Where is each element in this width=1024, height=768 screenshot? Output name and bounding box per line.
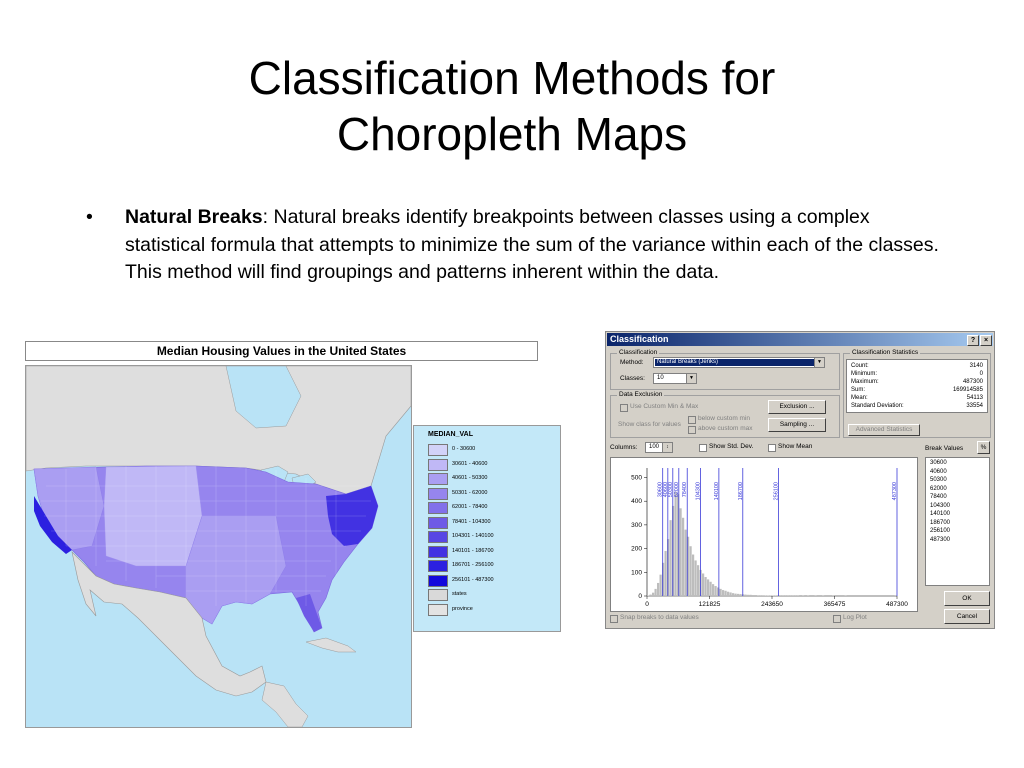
histogram-bar	[707, 579, 709, 596]
legend-label: 50301 - 62000	[452, 489, 488, 496]
sampling-button[interactable]: Sampling ...	[768, 418, 826, 432]
break-value-item[interactable]: 40600	[930, 468, 947, 475]
legend-swatch	[428, 546, 448, 558]
legend-swatch	[428, 589, 448, 601]
x-tick-label: 365475	[823, 601, 846, 608]
classes-label: Classes:	[620, 375, 645, 382]
x-tick-label: 121825	[698, 601, 721, 608]
legend-swatch	[428, 473, 448, 485]
legend-swatch	[428, 488, 448, 500]
histogram-bar	[730, 592, 732, 596]
break-value-item[interactable]: 62000	[930, 485, 947, 492]
histogram-bar	[685, 530, 687, 596]
y-tick-label: 500	[631, 474, 642, 482]
legend-label: 78401 - 104300	[452, 518, 491, 525]
statistic-name: Standard Deviation:	[851, 403, 904, 409]
classification-group-label: Classification	[619, 349, 658, 356]
histogram-bar	[750, 595, 752, 596]
x-tick-label: 0	[645, 601, 649, 608]
break-value-item[interactable]: 256100	[930, 528, 951, 534]
use-custom-checkbox[interactable]	[620, 404, 628, 412]
above-custom-max-label: above custom max	[698, 425, 753, 432]
statistic-row	[851, 362, 983, 370]
x-tick-label: 243650	[761, 601, 783, 608]
break-line-label: 78400	[682, 482, 689, 498]
break-value-item[interactable]: 186700	[930, 519, 951, 526]
y-tick-label: 200	[631, 545, 642, 553]
bullet-text-block	[125, 204, 946, 287]
break-line-label: 140100	[713, 482, 720, 501]
histogram-chart	[611, 458, 917, 611]
percent-button[interactable]: %	[977, 441, 990, 454]
histogram-bar	[755, 595, 757, 596]
statistic-name: Maximum:	[851, 379, 879, 385]
advanced-statistics-button[interactable]: Advanced Statistics	[848, 424, 920, 436]
show-mean-label: Show Mean	[778, 443, 813, 450]
statistic-value: 169914585	[952, 387, 983, 393]
chevron-down-icon[interactable]: ▼	[814, 358, 824, 367]
histogram-bar	[665, 551, 667, 596]
statistic-row	[851, 386, 983, 394]
legend-swatch	[428, 444, 448, 456]
statistic-name: Mean:	[851, 395, 868, 401]
legend-swatch	[428, 517, 448, 529]
break-value-item[interactable]: 104300	[930, 502, 951, 509]
statistics-group-label: Classification Statistics	[852, 349, 919, 356]
histogram-bar	[692, 555, 694, 596]
histogram-bar	[650, 595, 652, 596]
log-plot-checkbox[interactable]	[833, 615, 841, 623]
legend-label: 104301 - 140100	[452, 533, 494, 539]
bullet-term: Natural Breaks	[125, 206, 263, 228]
break-value-item[interactable]: 140100	[930, 511, 951, 517]
histogram-bar	[705, 577, 707, 596]
show-mean-checkbox[interactable]	[768, 444, 776, 452]
columns-value: 100	[649, 444, 660, 450]
bullet-item	[86, 204, 946, 287]
show-std-dev-label: Show Std. Dev.	[709, 443, 754, 450]
break-line-label: 40600	[662, 482, 669, 498]
columns-label: Columns:	[610, 444, 638, 451]
break-line-label: 487300	[892, 482, 898, 501]
histogram-bar	[725, 591, 727, 596]
legend-label: 186701 - 256100	[452, 562, 494, 568]
snap-breaks-checkbox[interactable]	[610, 615, 618, 623]
statistic-name: Sum:	[851, 387, 866, 393]
histogram-bar	[710, 582, 712, 596]
method-label: Method:	[620, 359, 644, 366]
ok-button[interactable]: OK	[944, 591, 990, 606]
legend-label: province	[452, 605, 473, 612]
statistic-value: 33554	[966, 403, 983, 409]
bullet-symbol: •	[86, 206, 93, 228]
histogram-bar	[680, 508, 682, 596]
y-tick-label: 400	[631, 498, 642, 506]
legend-swatch	[428, 459, 448, 471]
histogram-bar	[702, 573, 704, 596]
dialog-titlebar	[607, 333, 993, 346]
map-legend	[413, 425, 561, 632]
statistic-value: 0	[979, 371, 983, 377]
break-value-item[interactable]: 30600	[930, 460, 947, 466]
exclusion-button[interactable]: Exclusion ...	[768, 400, 826, 414]
histogram-bar	[762, 595, 764, 596]
map-frame	[25, 365, 412, 728]
histogram-bar	[735, 594, 737, 596]
map-title: Median Housing Values in the United States	[25, 341, 538, 361]
histogram-bar	[690, 546, 692, 596]
histogram-bar	[720, 589, 722, 596]
break-line-label: 50300	[667, 482, 674, 498]
histogram-bar	[655, 589, 657, 596]
histogram-bar	[660, 575, 662, 596]
legend-label: 140101 - 186700	[452, 547, 494, 554]
statistic-row	[851, 402, 983, 410]
statistic-row	[851, 378, 983, 386]
histogram-bar	[675, 492, 677, 596]
y-tick-label: 300	[631, 521, 642, 529]
statistic-value: 3140	[969, 363, 983, 369]
method-value: Natural Breaks (Jenks)	[655, 359, 814, 366]
legend-label: 40601 - 50300	[452, 475, 488, 481]
show-class-label: Show class for values	[618, 421, 681, 428]
legend-label: states	[452, 591, 467, 597]
histogram-bar	[682, 518, 684, 596]
histogram-bar	[712, 584, 714, 596]
classes-value: 10	[657, 375, 664, 381]
log-plot-label: Log Plot	[843, 614, 867, 621]
break-value-item[interactable]: 78400	[930, 494, 947, 500]
below-custom-min-label: below custom min	[698, 415, 751, 422]
break-value-item[interactable]: 50300	[930, 477, 947, 483]
break-line-label: 104300	[695, 482, 702, 501]
legend-swatch	[428, 575, 448, 587]
y-tick-label: 100	[631, 569, 642, 577]
histogram-bar	[732, 593, 734, 596]
histogram-bar	[757, 595, 759, 596]
break-line-label: 186700	[737, 482, 744, 501]
y-tick-label: 0	[638, 593, 642, 600]
histogram-bar	[697, 565, 699, 596]
break-line-label: 62000	[673, 482, 680, 498]
statistic-value: 487300	[962, 379, 983, 385]
histogram-panel	[610, 457, 918, 612]
slide-title-line-2: Choropleth Maps	[336, 108, 688, 160]
histogram-bar	[727, 592, 729, 596]
histogram-bar	[652, 593, 654, 596]
histogram-bar	[695, 560, 697, 596]
use-custom-label: Use Custom Min & Max	[630, 403, 699, 410]
legend-label: 30601 - 40600	[452, 460, 488, 467]
statistic-value: 54113	[966, 395, 983, 401]
legend-swatch	[428, 502, 448, 514]
legend-swatch	[428, 560, 448, 572]
histogram-bar	[740, 594, 742, 596]
us-map	[26, 366, 411, 727]
x-tick-label: 487300	[886, 601, 908, 608]
histogram-bar	[715, 586, 717, 596]
method-select[interactable]	[653, 357, 825, 368]
statistic-name: Minimum:	[851, 371, 878, 377]
legend-title: MEDIAN_VAL	[428, 431, 473, 438]
legend-label: 62001 - 78400	[452, 504, 488, 510]
break-line-label: 256100	[773, 482, 780, 501]
statistics-panel	[846, 359, 988, 413]
show-std-dev-checkbox[interactable]	[699, 444, 707, 452]
help-button[interactable]: ?	[967, 335, 979, 346]
histogram-bar	[670, 520, 672, 596]
histogram-bar	[657, 583, 659, 596]
histogram-bar	[760, 595, 762, 596]
statistic-name: Count:	[851, 363, 869, 369]
histogram-bar	[722, 590, 724, 596]
histogram-bar	[752, 595, 754, 596]
break-value-item[interactable]: 487300	[930, 536, 951, 543]
bullet-description: : Natural breaks identify breakpoints between classes using a complex statistical formula that attempts to minimize the sum of the variance within each of the classes. This method will find groupings and patterns inherent within the data.	[125, 206, 939, 283]
statistic-row	[851, 394, 983, 402]
close-button[interactable]: ×	[980, 335, 992, 346]
dialog-title: Classification	[610, 334, 669, 344]
break-line-label: 30600	[657, 482, 664, 498]
below-custom-min-checkbox[interactable]	[688, 416, 696, 424]
classes-select[interactable]	[653, 373, 697, 384]
histogram-bar	[747, 595, 749, 596]
above-custom-max-checkbox[interactable]	[688, 426, 696, 434]
data-exclusion-group-label: Data Exclusion	[619, 391, 663, 398]
chevron-down-icon[interactable]: ▼	[686, 374, 696, 383]
legend-swatch	[428, 531, 448, 543]
histogram-bar	[737, 594, 739, 596]
legend-label: 256101 - 487300	[452, 576, 494, 583]
snap-breaks-label: Snap breaks to data values	[620, 614, 699, 621]
break-values-label: Break Values	[925, 445, 964, 452]
slide-title	[0, 50, 1024, 162]
stepper-arrows-icon[interactable]: ↕	[662, 443, 672, 452]
histogram-bar	[745, 595, 747, 596]
cancel-button[interactable]: Cancel	[944, 609, 990, 624]
legend-swatch	[428, 604, 448, 616]
statistic-row	[851, 370, 983, 378]
break-values-list[interactable]	[925, 457, 990, 586]
columns-stepper[interactable]	[645, 442, 673, 453]
legend-label: 0 - 30600	[452, 446, 476, 452]
slide-title-line-1: Classification Methods for	[248, 52, 776, 104]
